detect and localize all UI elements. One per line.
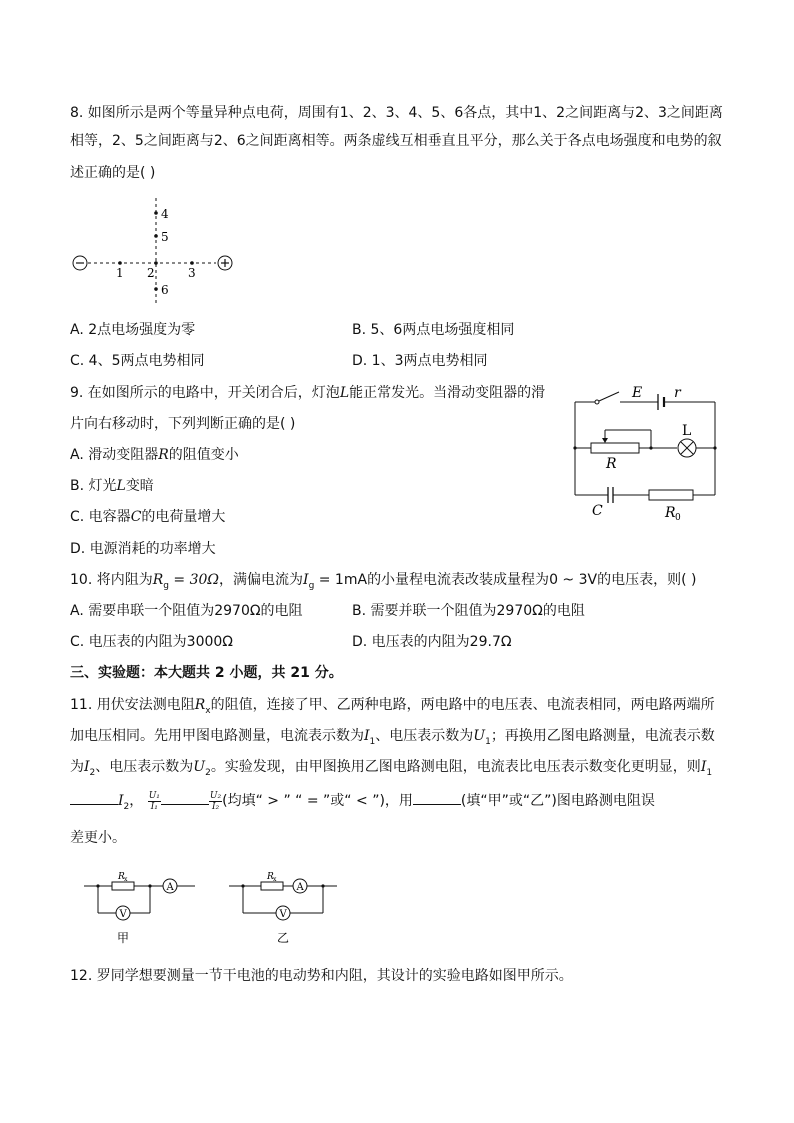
fraction-u1-i1: $\frac{\text{U₁}}{\text{I₁}}$: [148, 790, 160, 812]
label-rx: R: [267, 872, 274, 882]
answer-blank-3[interactable]: [413, 790, 461, 805]
q9-option-b: B. 灯光L变暗: [70, 478, 154, 494]
resistor-rx-icon: [261, 882, 283, 890]
resistor-r0-icon: [649, 490, 693, 500]
capacitor-icon: [608, 487, 613, 503]
answer-blank-1[interactable]: [70, 790, 118, 805]
svg-text:V: V: [279, 909, 287, 920]
label-rx: R: [118, 872, 125, 882]
point-4: [154, 211, 158, 215]
voltmeter-icon: [116, 906, 130, 920]
negative-charge-icon: [73, 256, 87, 270]
switch-icon: [595, 392, 619, 404]
battery-icon: [658, 394, 664, 410]
section-heading-experiments: 三、实验题：本大题共 2 小题，共 21 分。: [70, 665, 343, 681]
label-yi: 乙: [277, 931, 290, 945]
q9-option-c: C. 电容器C的电荷量增大: [70, 509, 226, 525]
point-label-2: 2: [147, 266, 155, 280]
answer-blank-2[interactable]: [161, 790, 209, 805]
q9-option-d: D. 电源消耗的功率增大: [70, 541, 216, 557]
q8-option-c: C. 4、5两点电势相同: [70, 353, 205, 369]
ammeter-icon: [163, 879, 177, 893]
point-5: [154, 234, 158, 238]
resistor-rx-icon: [112, 882, 134, 890]
q8-option-d: D. 1、3两点电势相同: [352, 353, 488, 369]
q8-stem-line3: 述正确的是( ): [70, 165, 156, 181]
positive-charge-icon: [218, 256, 232, 270]
svg-text:A: A: [166, 882, 174, 893]
point-2: [154, 261, 158, 265]
label-r: r: [674, 385, 681, 401]
q9-option-a: A. 滑动变阻器R的阻值变小: [70, 447, 239, 463]
q11-stem-line4: $I_2$， $\frac{\text{U₁}}{\text{I₁}}$ $\frac{\text{U₂}}{\text{I₂}}$ (均填“ > ” “ = ”或“ < ”)，用 (填“甲”或“乙”)图电路测电阻误: [70, 790, 655, 817]
point-label-1: 1: [116, 266, 124, 280]
q9-circuit-figure: [565, 380, 725, 520]
q11-stem-line3: 为$I_2$、电压表示数为$U_2$。实验发现，由甲图换用乙图电路测电阻，电流表比电压表示数变化更明显，则$I_1$: [70, 759, 713, 778]
q8-stem-line2: 相等，2、5之间距离与2、6之间距离相等。两条虚线互相垂直且平分，那么关于各点电场强度和电势的叙: [70, 133, 722, 149]
q8-option-b: B. 5、6两点电场强度相同: [352, 322, 515, 338]
point-label-3: 3: [188, 266, 196, 280]
q10-option-c: C. 电压表的内阻为3000Ω: [70, 634, 234, 650]
label-c: C: [592, 503, 603, 519]
label-jia: 甲: [117, 931, 130, 945]
voltmeter-icon: [276, 906, 290, 920]
label-e: E: [632, 385, 643, 401]
ammeter-icon: [293, 879, 307, 893]
point-1: [118, 261, 122, 265]
svg-text:A: A: [296, 882, 304, 893]
q9-stem-line2: 片向右移动时，下列判断正确的是( ): [70, 416, 296, 432]
label-r0-sub: 0: [675, 513, 681, 520]
q8-stem-line1: 8. 如图所示是两个等量异种点电荷，周围有1、2、3、4、5、6各点，其中1、2之间距离与2、3之间距离: [70, 105, 723, 121]
point-label-6: 6: [161, 283, 169, 297]
point-label-5: 5: [161, 230, 169, 244]
q11-stem-line1: 11. 用伏安法测电阻$R_x$的阻值，连接了甲、乙两种电路，两电路中的电压表、电流表相同，两电路两端所: [70, 697, 715, 716]
lamp-icon: [678, 439, 696, 457]
q10-stem: 10. 将内阻为$R_g = 30\Omega$，满偏电流为$I_g = 1mA$的小量程电流表改装成量程为0 ~ 3V的电压表，则( ): [70, 572, 697, 591]
svg-text:V: V: [119, 909, 127, 920]
q8-option-a: A. 2点电场强度为零: [70, 322, 196, 338]
q9-stem-line1: 9. 在如图所示的电路中，开关闭合后，灯泡L能正常发光。当滑动变阻器的滑: [70, 385, 546, 401]
q11-circuit-yi: [225, 866, 345, 948]
label-rx-sub: x: [273, 876, 277, 883]
q11-stem-line2: 加电压相同。先用甲图电路测量，电流表示数为$I_1$、电压表示数为$U_1$；再换用乙图电路测量，电流表示数: [70, 728, 715, 747]
q10-option-d: D. 电压表的内阻为29.7Ω: [352, 634, 512, 650]
rheostat-icon: [591, 443, 639, 453]
label-l: L: [682, 423, 692, 439]
q11-circuit-jia: [80, 866, 200, 948]
label-r0: R: [665, 505, 676, 520]
fraction-u2-i2: $\frac{\text{U₂}}{\text{I₂}}$: [209, 790, 222, 812]
label-r-rheostat: R: [606, 456, 617, 472]
q12-stem-line1: 12. 罗同学想要测量一节干电池的电动势和内阻，其设计的实验电路如图甲所示。: [70, 968, 573, 984]
point-label-4: 4: [161, 207, 169, 221]
label-rx-sub: x: [124, 876, 128, 883]
q10-option-b: B. 需要并联一个阻值为2970Ω的电阻: [352, 603, 585, 619]
point-6: [154, 287, 158, 291]
q10-option-a: A. 需要串联一个阻值为2970Ω的电阻: [70, 603, 303, 619]
q8-charge-figure: [66, 196, 246, 306]
q11-stem-line5: 差更小。: [70, 830, 126, 846]
point-3: [190, 261, 194, 265]
